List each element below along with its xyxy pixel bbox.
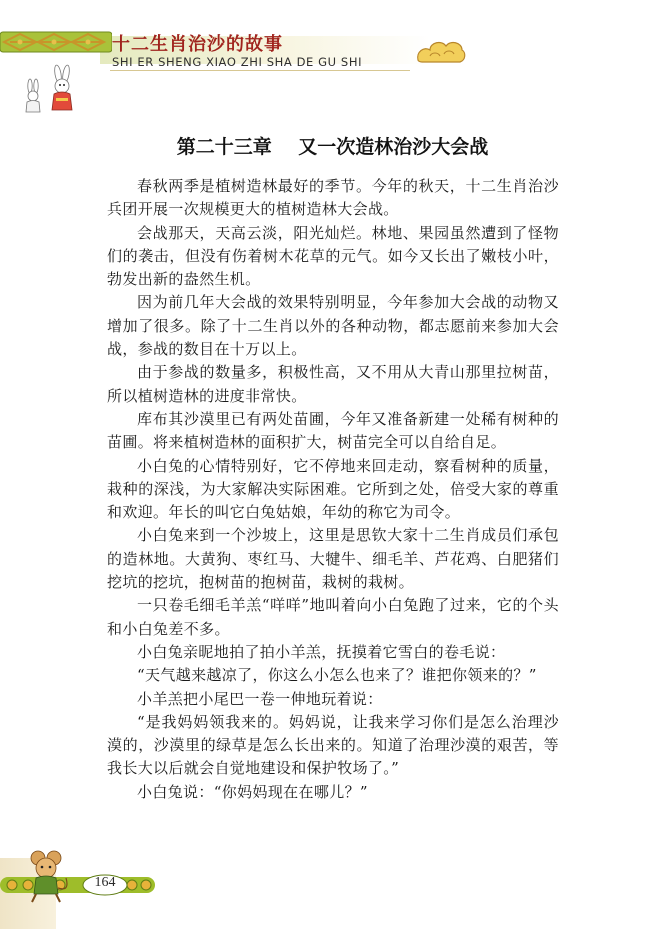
paragraph: 一只卷毛细毛羊羔“咩咩”地叫着向小白兔跑了过来，它的个头和小白兔差不多。 [107, 596, 559, 638]
paragraph: 春秋两季是植树造林最好的季节。今年的秋天，十二生肖治沙兵团开展一次规模更大的植树造林大会战。 [107, 177, 559, 219]
series-pinyin: SHI ER SHENG XIAO ZHI SHA DE GU SHI [112, 55, 363, 69]
paragraph: 库布其沙漠里已有两处苗圃，今年又准备新建一处稀有树种的苗圃。将来植树造林的面积扩大，树苗完全可以自给自足。 [107, 409, 559, 452]
paragraph: 小白兔来到一个沙坡上，这里是思钦大家十二生肖成员们承包的造林地。大黄狗、枣红马、大犍牛、细毛羊、芦花鸡、白肥猪们挖坑的挖坑，抱树苗的抱树苗，栽树的栽树。 [107, 526, 559, 592]
paragraph: 小羊羔把小尾巴一卷一伸地玩着说： [137, 689, 383, 708]
knot-ornament-icon [0, 30, 112, 54]
page-number: 164 [94, 875, 116, 890]
series-title: 十二生肖治沙的故事 [112, 34, 283, 55]
body-text [107, 175, 559, 804]
cloud-ornament-icon [414, 36, 466, 66]
paragraph: 会战那天，天高云淡，阳光灿烂。林地、果园虽然遭到了怪物们的袭击，但没有伤着树木花草的元气。如今又长出了嫩枝小叶，勃发出新的盎然生机。 [107, 223, 559, 289]
paragraph: “是我妈妈领我来的。妈妈说，让我来学习你们是怎么治理沙漠的，沙漠里的绿草是怎么长出来的。知道了治理沙漠的艰苦，等我长大以后就会自觉地建设和保护牧场了。” [107, 712, 559, 778]
paragraph: 小白兔亲昵地拍了拍小羊羔，抚摸着它雪白的卷毛说： [137, 642, 506, 661]
rabbit-mascot-icon [14, 64, 84, 116]
mouse-mascot-icon [16, 848, 74, 904]
title-underline [110, 70, 410, 71]
paragraph: 小白兔说：“你妈妈现在在哪儿？” [137, 782, 368, 801]
paragraph: “天气越来越凉了，你这么小怎么也来了？谁把你领来的？” [137, 666, 537, 685]
paragraph: 由于参战的数量多，积极性高，又不用从大青山那里拉树苗，所以植树造林的进度非常快。 [107, 363, 559, 405]
paragraph: 因为前几年大会战的效果特别明显，今年参加大会战的动物又增加了很多。除了十二生肖以外的各种动物，都志愿前来参加大会战，参战的数目在十万以上。 [107, 293, 559, 359]
chapter-title: 第二十三章 又一次造林治沙大会战 [176, 136, 489, 158]
paragraph: 小白兔的心情特别好，它不停地来回走动，察看树种的质量，栽种的深浅，为大家解决实际困难。它所到之处，倍受大家的尊重和欢迎。年长的叫它白兔姑娘，年幼的称它为司令。 [107, 456, 559, 522]
